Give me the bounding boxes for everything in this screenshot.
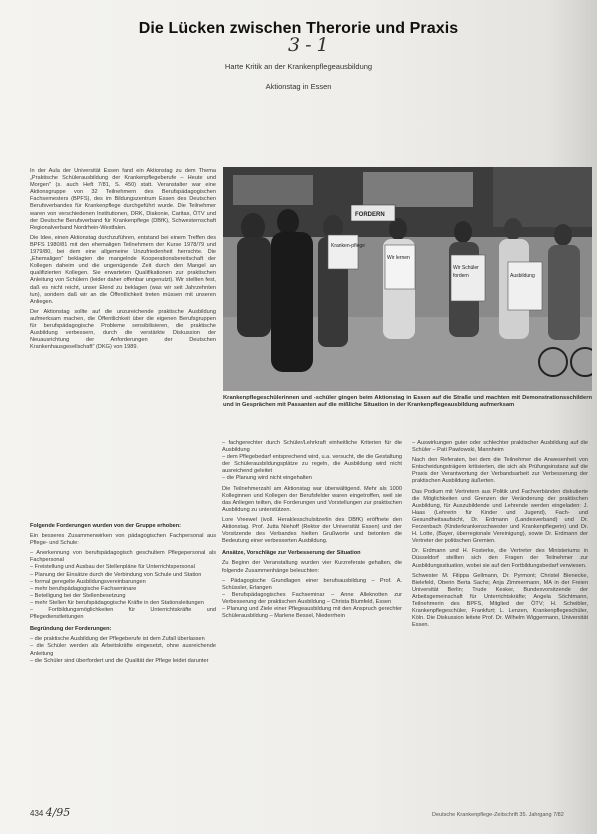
pencil-note: 4/95 (45, 806, 71, 819)
list-item: – Planung der Einsätze durch die Verbindung von Schule und Station (30, 572, 216, 579)
list-item: – Berufspädagogisches Fachseminar – Anne Alleknotten zur Verbesserung der praktischen Ausbildung – Christa Blumfeld, Essen (222, 592, 402, 606)
protest-sign-text: FORDERN (355, 212, 385, 218)
protest-sign-text: fordern (453, 273, 469, 279)
right-column (412, 440, 588, 632)
left-column-demands (30, 518, 216, 668)
page-title: Die Lücken zwischen Therorie und Praxis (138, 20, 459, 37)
list-item: – fachgerechter durch Schüler/Lehrkraft einheitliche Kriterien für die Ausbildung (222, 440, 402, 454)
paragraph: In der Aula der Universität Essen fand ein Aktionstag zu dem Thema „Praktische Schülerausbildung der Krankenpflegeberufe – Heute und Morgen" (s. auch Heft 7/81, S. 450) statt. Veranstalter war eine Aktionsgruppe von 32 Teilnehmern des Berufspädagogischen Fachsemesters (BPFS), des im Bildungszentrum Essen des Deutschen Berufsverbandes für Krankenpflege durchgeführt wurde. Die Teilnehmer waren von verschiedenen Institutionen, DRK, Diakonie, Caritas, ÖTV und der Deutsche Berufsverband für Krankenpflege (DBfK), Schwesternschaft Regionalverband Nordrhein-Westfalen. (30, 168, 216, 231)
section-heading: Begründung der Forderungen: (30, 626, 112, 633)
list-item: – die Planung wird nicht eingehalten (222, 475, 402, 482)
list-item: – formal geregelte Ausbildungsvereinbarungen (30, 579, 216, 586)
criteria-list (222, 440, 402, 483)
list-item: – Beteiligung bei der Stellenbesetzung (30, 593, 216, 600)
list-item: – Auswirkungen guter oder schlechter praktischer Ausbildung auf die Schüler – Pati Pawlowski, Mannheim (412, 440, 588, 454)
paragraph: Der Aktionstag sollte auf die unzureichende praktische Ausbildung aufmerksam machen, die Öffentlichkeit über die eigenen Berufsgruppen für berufspädagogische Probleme sensibilisieren, die praktische Ausbildung verbessern, durch die verstärkte Diskussion der Neuausrichtung der Anforderungen der Deutschen Krankenhausgesellschaft" (DKG) von 1989. (30, 308, 216, 351)
paragraph: Das Podium mit Vertretern aus Politik und Fachverbänden diskutierte die Möglichkeiten und Grenzen der Veränderung der praktischen Ausbildung, für Auszubildende und Lehrende werden eingeladen: J. Haas (Lehrerin für Kinder und Jugend), Fach- und Gesundheitsaufsicht, Dr. Erdmann (Landesverband) und Dr. Ferzenbach (Kinderkrankenschwester und Krankenpflegerin) und Dr. H. Lotte, (Bayer, überregionale Vereinigung), sowie Dr. Erdmann der Vertreter der politischen Gremien. (412, 488, 588, 545)
handwritten-mark: 3-1 (288, 34, 334, 56)
paragraph: Schwester M. Filippa Gellmann, Dr. Pyrmont; Christel Bienecke, Bielefeld, Oberin Berta Sachs; Anja Zimmermann, MA in der Freien Universität Berlin; Trude Kesker, Bundesvorsitzende der Arbeitsgemeinschaft für Unterrichtskräfte; Angela Söchtmann, Teilnehmerin des BPFS, Mitglied der ÖTV; H. Scheibler, Krankenpflegeschüler, Frankfurt; L. Lenzen, Krankenpflegeschüler, Köln. Die Diskussion leitete Prof. Dr. Wilhelm Wiggermann, Universität Essen. (412, 572, 588, 629)
left-column-intro (30, 168, 216, 354)
reasons-list (30, 636, 216, 664)
list-item: – die praktische Ausbildung der Pflegeberufe ist dem Zufall überlassen (30, 636, 216, 643)
section-heading: Ansätze, Vorschläge zur Verbesserung der Situation (222, 550, 361, 557)
page-subtitle-event: Aktionstag in Essen (265, 82, 332, 91)
protest-sign-text: Kranken-pflege (331, 243, 365, 249)
list-item: – Freistellung und Ausbau der Stellenpläne für Unterrichtspersonal (30, 564, 216, 571)
list-item: – die Schüler sind überfordert und die Qualität der Pflege leidet darunter (30, 658, 216, 665)
photo-caption: Krankenpflegeschülerinnen und -schüler gingen beim Aktionstag in Essen auf die Straße und machten mit Demonstrationsschildern und in Gesprächen mit Passanten auf die mißliche Situation in der Krankenpflegeausbildung aufmerksam (223, 395, 592, 409)
paragraph: Die Idee, einen Aktionstag durchzuführen, entstand bei einem Treffen des BPFS 1980/81 mit den ehemaligen Teilnehmern der Kurse 1978/79 und 1979/80, bei dem eine allgemeine Unzufriedenheit herrschte. Die „Ehemaligen" beklagten die mangelnde Kooperationsbereitschaft der Kollegen daheim und die ungenügende Zeit durch den Mangel an qualifizierten Kollegen. Sie erwarteten Qualifikationen zur praktischen Anleitung von Schülern (leider daher offenbar ungenutzt). Wir stellten fest, daß es nicht reicht, unser Elend zu beklagen (was wir seit Jahrzehnten tun), sondern daß wir an die Öffentlichkeit treten müssen mit unseren Anliegen. (30, 234, 216, 305)
list-item: – die Schüler werden als Arbeitskräfte eingesetzt, ohne ausreichende Anleitung (30, 643, 216, 657)
list-item: – Fortbildungsmöglichkeiten für Unterrichtskräfte und Pflegedienstleitungen (30, 607, 216, 621)
lecture-list-continued (412, 440, 588, 454)
demonstration-photo (223, 167, 592, 391)
page-footer-left (30, 806, 70, 819)
journal-source: Deutsche Krankenpflege-Zeitschrift 35. Jahrgang 7/82 (432, 812, 564, 818)
protest-sign-text: Wir lernen (387, 255, 410, 261)
paragraph: Nach den Referaten, bei dem die Teilnehmer die Anwesenheit von Entscheidungsträgern kritisierten, die sich als Prüfungsinstanz auf die Praxis der Verantwortung der Verbandsarbeit zur Verbesserung der praktischen Ausbildung äußerten. (412, 457, 588, 485)
section-heading: Folgende Forderungen wurden von der Gruppe erhoben: (30, 523, 182, 529)
paragraph: Lore Vreewel (ivoll. Heraklesschulsitzerlin des DBfK) eröffnete den Aktionstag. Prof. Jutta Niehoff (Rektor der Universität Essen) und der Vorsitzende des Verbandes hielten Grußworte und betonten die Bedeutung einer verbesserten Ausbildung. (222, 516, 402, 545)
list-item: – mehr Stellen für berufspädagogische Kräfte in den Stationsleitungen (30, 600, 216, 607)
protest-sign-text: Wir Schüler (453, 265, 479, 271)
protest-sign-text: Ausbildung (510, 273, 535, 279)
middle-column (222, 440, 402, 623)
paragraph: Zu Beginn der Veranstaltung wurden vier Kurzreferate gehalten, die folgende Zusammenhänge beleuchten: (222, 560, 402, 574)
paragraph: Die Teilnehmerzahl am Aktionstag war überwältigend. Mehr als 1000 Kolleginnen und Kollegen der Berufsfelder waren eingetroffen, weil sie das Anliegen teilten, die Forderungen und Vorstellungen zur praktischen Ausbildung zu unterstützen. (222, 485, 402, 513)
list-item: – Planung und Ziele einer Pflegeausbildung mit den Anspruch gerechter Schülerausbildung – Marlene Bessel, Niederrhein (222, 606, 402, 620)
lectures-list (222, 578, 402, 621)
page-subtitle: Harte Kritik an der Krankenpflegeausbildung (224, 62, 373, 71)
paragraph: Dr. Erdmann und H. Fosterke, die Vertreter des Ministeriums in Düsseldorf stellten sich den Fragen der Teilnehmer zur Ausbildungssituation, wobei sie auf den Fortbildungsbedarf verwiesen. (412, 548, 588, 569)
list-item: – Anerkennung von berufspädagogisch geschultem Pflegepersonal als Fachpersonal (30, 550, 216, 564)
list-item: – mehr berufspädagogische Fachseminare (30, 586, 216, 593)
page-number: 434 (30, 809, 44, 818)
demands-list (30, 550, 216, 621)
photo-illustration (223, 167, 592, 391)
list-item: – dem Pflegebedarf entsprechend wird, u.a. versucht, die die Gestaltung der Schülerausbildungsplätze zu regeln, die Ausbildung wird nicht ausreichend geleitet (222, 454, 402, 475)
paragraph: Ein besseres Zusammenwirken von pädagogischen Fachpersonal aus Pflege- und Schule: (30, 533, 216, 547)
list-item: – Pädagogische Grundlagen einer berufsausbildung – Prof. A. Schüssler, Erlangen (222, 578, 402, 592)
